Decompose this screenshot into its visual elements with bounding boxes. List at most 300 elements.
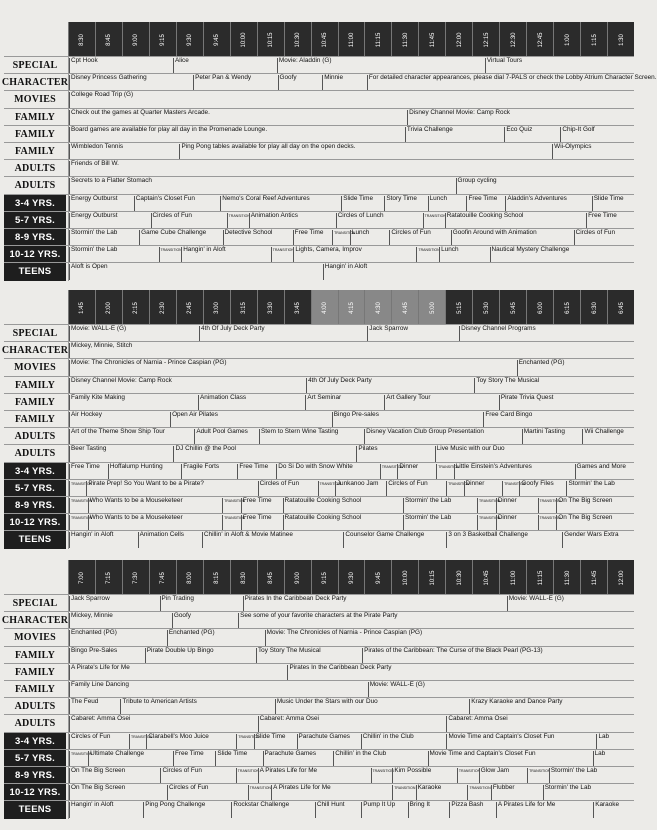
schedule-row [4,513,634,531]
activity-cell [384,395,499,410]
activity-name: Peter Pan & Wendy [195,74,252,82]
activity-name: TRANSITION [71,751,93,756]
row-category-label: 5-7 YRS. [4,750,66,767]
row-category-label: 8-9 YRS. [4,767,66,784]
row-activities [68,359,634,376]
activity-name: Disney Vacation Club Group Presentation [366,428,484,436]
activity-name: Pilates [358,445,378,453]
row-activities [68,177,634,194]
transition-cell [467,785,490,800]
activity-name: Movie: WALL-E (G) [369,681,425,688]
activity-cell [69,58,173,73]
activity-name: Trivia Challenge [406,125,453,133]
activity-name: TRANSITION [529,769,551,773]
activity-name: 4th Of July Deck Party [201,325,265,332]
row-activities [68,445,634,462]
activity-cell [361,734,447,749]
row-activities [68,109,634,126]
activity-name: Free Time [71,462,100,470]
activity-cell [456,178,635,193]
activity-name: Martini Tasting [523,428,565,436]
row-activities [68,514,634,531]
activity-name: TRANSITION [334,231,356,235]
transition-cell [271,247,294,262]
activity-name: A Pirates Life for Me [273,784,331,792]
row-activities [68,647,634,664]
row-category-label: SPECIAL [12,60,58,72]
activity-name: On The Big Screen [71,784,126,792]
activity-cell [254,734,297,749]
activity-cell [238,613,635,628]
activity-cell [343,532,446,547]
activity-cell [505,196,591,211]
activity-name: TRANSITION [418,248,440,253]
time-slot [553,22,581,56]
transition-cell [236,734,260,749]
activity-cell [143,802,231,817]
activity-cell [69,395,198,410]
time-slot [257,560,285,594]
activity-name: A Pirates Life for Me [259,767,318,774]
activity-name: Movie Time and Captain's Closet Fun [429,749,536,757]
activity-name: Art of the Theme Show Ship Tour [71,428,165,436]
activity-cell [241,515,283,530]
row-activities [68,698,634,715]
activity-cell [160,768,235,783]
activity-cell [256,648,362,663]
time-slot [499,560,527,594]
schedule-row [4,530,634,548]
activity-cell [439,247,489,262]
time-label: 8:45 [268,572,275,584]
activity-name: TRANSITION [479,516,501,521]
row-activities [68,801,634,818]
activity-name: Goofy [173,612,191,620]
activity-cell [593,802,635,817]
time-label: 8:30 [79,34,86,46]
activity-cell [69,699,120,714]
activity-name: Free Card Bingo [485,411,533,418]
activity-cell [560,127,635,142]
activity-name: Minnie [324,74,344,82]
activity-name: Slide Time [593,194,624,202]
schedule-row [4,594,634,612]
activity-name: TRANSITION [458,769,481,773]
activity-name: Animation Class [199,393,247,401]
time-label: 4:15 [348,302,355,314]
activity-cell [428,196,467,211]
activity-cell [69,682,368,697]
time-slot [122,290,150,324]
schedule-row [4,142,634,160]
time-label: 2:45 [187,302,194,314]
activity-cell [88,515,222,530]
schedule-row [4,697,634,715]
time-label: 1:30 [618,34,625,46]
time-slot [311,290,339,324]
activity-cell [69,648,145,663]
row-category-label: FAMILY [14,666,56,678]
activity-name: TRANSITION [394,786,416,791]
row-activities [68,411,634,428]
activity-cell [215,751,262,766]
row-activities [68,160,634,177]
activity-cell [517,360,635,375]
row-category-label: 10-12 YRS. [4,784,66,801]
transition-cell [380,464,404,479]
schedule-row [1,611,634,629]
activity-cell [408,802,450,817]
row-category-label: CHARACTER [1,345,69,357]
transition-cell [332,230,356,245]
activity-cell [454,464,575,479]
time-label: 10:00 [241,32,248,48]
activity-cell [293,230,332,245]
activity-cell [416,785,468,800]
activity-cell [134,196,220,211]
activity-name: Ratatouille Cooking School [284,514,362,522]
activity-name: Toy Story The Musical [476,376,540,384]
schedule-row [4,444,634,462]
row-activities [68,212,634,229]
activity-cell [223,230,293,245]
activity-name: Pirate Trivia Quest [500,393,554,401]
schedule-row [4,732,634,750]
row-category-label: FAMILY [14,128,56,140]
row-category-label: FAMILY [14,111,56,123]
activity-cell [194,429,259,444]
activity-cell [485,58,635,73]
activity-cell [88,498,222,513]
activity-name: Lab [598,732,610,740]
time-label: 5:00 [429,302,436,314]
activity-name: Movie: Aladdin (G) [278,57,332,64]
activity-name: Pump It Up [363,801,396,809]
time-label: 8:45 [106,34,113,46]
activity-name: Disney Princess Gathering [71,74,147,82]
activity-name: Free Time [468,194,498,202]
activity-name: Slide Time [343,194,374,202]
activity-cell [446,734,596,749]
activity-cell [335,481,386,496]
activity-name: Circles of Fun [169,784,209,792]
schedule-row [4,628,634,646]
row-category-label: ADULTS [14,448,56,460]
activity-name: Parachute Games [298,732,351,740]
activity-cell [407,110,635,125]
schedule-row [4,228,634,246]
row-category-label: MOVIES [14,362,56,374]
activity-cell [198,395,305,410]
activity-cell [490,247,635,262]
activity-name: TRANSITION [238,734,260,739]
activity-name: Pirate Prep! So You Want to be a Pirate? [88,479,204,487]
activity-cell [459,326,635,341]
time-label: 2:00 [106,302,113,314]
row-category-label: ADULTS [14,718,56,730]
transition-cell [69,481,93,496]
row-activities [68,715,634,732]
row-category-label: 10-12 YRS. [4,514,66,531]
time-header-bar [68,560,634,594]
activity-name: Free Time [174,749,204,757]
activity-cell [69,429,194,444]
time-label: 11:30 [564,570,571,586]
row-activities [68,394,634,411]
activity-name: TRANSITION [272,248,294,253]
activity-name: Karaoke [595,801,620,809]
activity-name: Enchanted (PG) [71,629,117,637]
activity-name: Ultimate Challenge [90,749,145,757]
activity-cell [69,196,134,211]
activity-name: Disney Channel Movie: Camp Rock [71,376,172,384]
time-slot [580,22,608,56]
activity-cell [466,196,505,211]
activity-name: Lights, Camera, Improv [295,246,362,254]
time-label: 12:00 [456,32,463,48]
transition-cell [129,734,153,749]
activity-name: Wimbledon Tennis [71,143,124,150]
schedule-row [4,393,634,411]
activity-cell [356,446,434,461]
activity-cell [519,481,566,496]
time-label: 11:45 [591,570,598,586]
row-activities [68,595,634,612]
activity-name: Beer Tasting [71,445,107,453]
time-label: 5:30 [483,302,490,314]
schedule-row [1,73,657,91]
activity-cell [283,515,403,530]
time-label: 11:15 [375,32,382,48]
activity-name: 4th Of July Deck Party [308,376,372,384]
activity-cell [173,751,215,766]
activity-name: Circles of Fun [391,229,431,236]
activity-name: Mickey, Minnie, Stitch [71,342,133,350]
schedule-row [4,663,634,681]
activity-cell [435,446,635,461]
activity-name: Secrets to a Flatter Stomach [71,177,152,185]
time-slot [338,560,366,594]
schedule-section [1,560,634,818]
time-header-bar [68,22,634,56]
activity-name: Parachute Games [264,749,317,757]
schedule-row [4,427,634,445]
activity-cell [193,75,277,90]
activity-name: TRANSITION [237,769,259,773]
activity-cell [276,464,380,479]
activity-name: Stormin' the Lab [404,497,452,504]
transition-cell [227,213,249,228]
activity-name: Energy Outburst [71,211,118,219]
time-slot [364,290,392,324]
activity-cell [179,144,552,159]
time-label: 4:45 [402,302,409,314]
activity-name: Lunch [351,229,370,236]
row-category-label: 8-9 YRS. [4,229,66,246]
activity-cell [145,648,256,663]
time-slot [391,290,419,324]
row-category-label: FAMILY [14,684,56,696]
time-slot [176,290,204,324]
time-slot [445,290,473,324]
row-category-label: 5-7 YRS. [4,212,66,229]
activity-name: Stormin' the Lab [568,479,615,487]
row-category-label: MOVIES [14,94,56,106]
activity-name: Movie: The Chronicles of Narnia - Prince Caspian (PG) [266,629,423,637]
schedule-row [4,479,634,497]
activity-cell [69,802,143,817]
activity-name: Enchanted (PG) [168,629,215,637]
activity-cell [332,412,484,427]
time-slot [284,22,312,56]
activity-name: For detailed character appearances, please dial 7-PALS or check the Lobby Atrium Character Screen. [368,74,657,82]
activity-name: Nemo's Coral Reef Adventures [222,194,310,202]
activity-cell [392,768,457,783]
transition-cell [392,785,415,800]
activity-cell [199,326,367,341]
activity-cell [361,802,407,817]
schedule-row [4,90,634,108]
row-category-label: 3-4 YRS. [4,733,66,750]
activity-name: Krazy Karaoke and Dance Party [471,698,563,706]
transition-cell [423,213,445,228]
activity-cell [88,751,173,766]
activity-cell [220,196,341,211]
activity-cell [367,74,657,90]
row-activities [68,664,634,681]
activity-cell [146,734,236,749]
activity-cell [69,144,179,159]
activity-name: Family Kite Making [71,393,125,401]
activity-name: Movie: The Chronicles of Narnia - Prince Caspian (PG) [71,359,227,367]
activity-cell [69,613,172,628]
activity-name: Live Music with our Duo [436,445,505,453]
activity-name: On The Big Screen [558,497,613,504]
activity-cell [368,682,635,697]
activity-name: Circles of Fun [575,229,616,236]
time-slot [230,560,258,594]
activity-name: Lab [594,749,606,757]
time-label: 10:30 [456,570,463,586]
activity-name: Circles of Fun [388,479,428,487]
activity-name: Toy Story The Musical [257,646,321,654]
time-slot [418,22,446,56]
activity-cell [231,802,315,817]
schedule-row [4,56,634,74]
activity-name: Glow Jam [480,767,510,774]
activity-cell [549,768,635,783]
time-slot [338,290,366,324]
activity-cell [496,498,538,513]
time-label: 6:45 [618,302,625,314]
row-activities [68,767,634,784]
activity-name: Free Time [242,497,272,504]
activity-cell [593,751,635,766]
time-label: 7:45 [160,572,167,584]
schedule-row [4,714,634,732]
schedule-row [1,341,634,359]
activity-cell [556,498,635,513]
activity-cell [69,785,167,800]
row-category-label: SPECIAL [12,598,58,610]
row-activities [68,263,634,280]
activity-name: TRANSITION [448,481,470,486]
activity-name: TRANSITION [71,499,93,503]
activity-name: Chillin' in Aloft & Movie Matinee [203,531,293,539]
activity-name: Free Time [242,514,272,522]
activity-cell [69,161,635,176]
activity-name: Cabaret: Amma Osei [448,715,508,723]
activity-cell [108,464,181,479]
activity-name: Little Einstein's Adventures [455,462,532,470]
activity-name: Who Wants to be a Mouseketeer [89,497,183,504]
time-slot [149,560,177,594]
transition-cell [446,481,470,496]
activity-name: Cabaret: Amma Osei [71,715,131,723]
transition-cell [436,464,460,479]
activity-cell [69,178,456,193]
schedule-row [4,749,634,767]
activity-name: Nautical Mystery Challenge [491,246,570,254]
activity-name: Music Under the Stars with our Duo [276,698,378,706]
time-slot [472,560,500,594]
activity-cell [566,481,635,496]
schedule-row [4,262,634,280]
activity-name: Pirates In the Caribbean Deck Party [244,595,347,602]
time-label: 9:00 [133,34,140,46]
activity-name: Aloft is Open [71,263,108,271]
transition-cell [222,515,246,530]
activity-name: Wii Challenge [584,428,624,436]
transition-cell [527,768,549,783]
activity-cell [139,230,222,245]
activity-cell [403,515,477,530]
schedule-row [4,800,634,818]
activity-name: Fragile Forts [183,462,220,470]
time-label: 9:30 [187,34,194,46]
activity-cell [275,699,469,714]
time-slot [257,290,285,324]
time-label: 7:00 [79,572,86,584]
schedule-row [4,462,634,480]
time-slot [203,560,231,594]
activity-name: Chill Hunt [316,801,345,809]
activity-cell [449,802,495,817]
time-label: 6:30 [591,302,598,314]
row-activities [68,246,634,263]
activity-cell [151,213,227,228]
row-category-label: FAMILY [14,146,56,158]
time-slot [149,290,177,324]
activity-name: TRANSITION [424,213,446,218]
time-label: 2:15 [133,302,140,314]
activity-cell [243,596,507,611]
activity-cell [336,213,423,228]
transition-cell [318,481,341,496]
time-label: 9:45 [214,34,221,46]
row-category-label: SPECIAL [12,328,58,340]
activity-name: Pirates In the Caribbean Deck Party [289,663,392,671]
activity-cell [403,498,477,513]
activity-name: Hangin' in Aloft [71,801,114,809]
activity-name: Energy Outburst [71,194,118,202]
row-activities [68,428,634,445]
activity-name: Art Seminar [307,393,342,401]
schedule-row [4,496,634,514]
row-category-label: TEENS [4,801,66,818]
activity-cell [258,768,371,783]
time-slot [149,22,177,56]
